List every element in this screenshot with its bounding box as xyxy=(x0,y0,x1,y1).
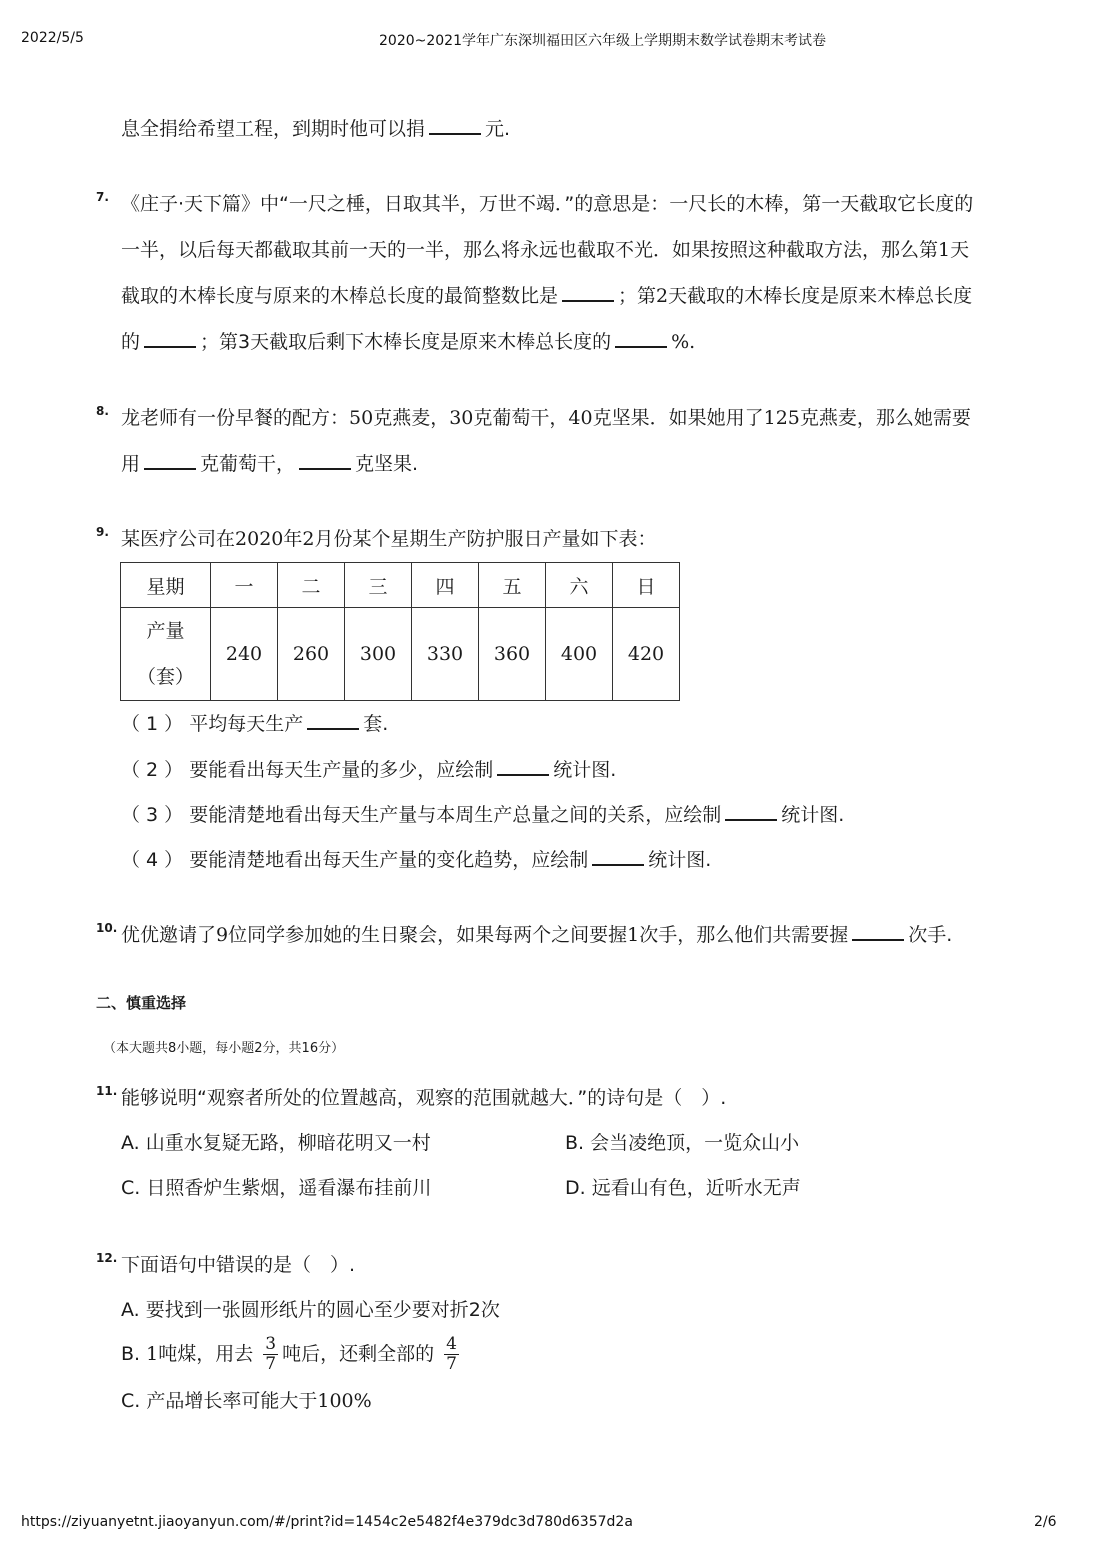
table-cell: 240 xyxy=(211,608,278,701)
q11-option-c: C. 日照香炉生紫烟，遥看瀑布挂前川 xyxy=(121,1177,432,1199)
q7-line-1 xyxy=(121,193,973,215)
table-header-cell: 日 xyxy=(613,563,680,608)
q6-continuation xyxy=(121,118,510,140)
fraction-denominator: 7 xyxy=(446,1354,457,1374)
q12-number: 100% xyxy=(317,1390,372,1412)
q9-sub-3 xyxy=(121,804,844,826)
section-title: 二、慎重选择 xyxy=(96,994,187,1012)
q9-sub-text: 统计图. xyxy=(781,804,845,826)
q9-stem xyxy=(121,528,657,550)
table-cell: 360 xyxy=(479,608,546,701)
question-number: 11. xyxy=(96,1084,118,1098)
table-cell: 300 xyxy=(345,608,412,701)
answer-blank xyxy=(497,760,549,776)
q9-sub-text: 套. xyxy=(363,713,389,735)
q7-text: %. xyxy=(671,331,696,353)
q9-sub-text: （ 3 ） 要能清楚地看出每天生产量与本周生产总量之间的关系，应绘制 xyxy=(121,804,722,826)
q11-option-a: A. 山重水复疑无路，柳暗花明又一村 xyxy=(121,1132,431,1154)
q10-number: 9 xyxy=(216,924,229,946)
table-header-cell: 四 xyxy=(412,563,479,608)
q12-text: 吨后，还剩全部的 xyxy=(282,1343,435,1365)
q6-text-end: 元. xyxy=(485,118,511,140)
document-title: 2020~2021学年广东深圳福田区六年级上学期期末数学试卷期末考试卷 xyxy=(379,33,826,49)
q8-text: 克坚果．如果她用了 xyxy=(592,407,764,429)
q8-number: 30 xyxy=(449,407,474,429)
table-header-cell: 二 xyxy=(278,563,345,608)
fraction xyxy=(444,1335,459,1374)
q7-line-2 xyxy=(121,239,969,261)
q8-text: 克坚果. xyxy=(355,453,419,475)
q9-sub-text: 统计图. xyxy=(553,759,617,781)
q7-text: 一半，以后每天都截取其前一天的一半，那么将永远也截取不光．如果按照这种截取方法，那么第 xyxy=(121,239,939,261)
q8-line-1 xyxy=(121,407,971,429)
answer-blank xyxy=(307,714,359,730)
table-cell: 420 xyxy=(613,608,680,701)
page-number: 2/6 xyxy=(1034,1514,1057,1530)
q8-text: 龙老师有一份早餐的配方： xyxy=(121,407,350,429)
question-number: 8. xyxy=(96,404,109,418)
row-label: 产量 xyxy=(146,620,185,642)
q12-text: C. 产品增长率可能大于 xyxy=(121,1390,318,1412)
question-number: 12. xyxy=(96,1251,118,1265)
table-header-cell: 六 xyxy=(546,563,613,608)
answer-blank xyxy=(725,805,777,821)
q12-text: B. xyxy=(121,1343,141,1365)
q9-sub-2 xyxy=(121,759,616,781)
q12-option-a: A. 要找到一张圆形纸片的圆心至少要对折2次 xyxy=(121,1299,500,1321)
answer-blank xyxy=(615,332,667,348)
q8-number: 40 xyxy=(568,407,593,429)
q10-text: 次手，那么他们共需要握 xyxy=(639,924,849,946)
q7-text: 的 xyxy=(121,331,141,353)
answer-blank xyxy=(429,119,481,135)
q7-text: ；第3天截取后剩下木棒长度是原来木棒总长度的 xyxy=(200,331,612,353)
q9-text: 某医疗公司在 xyxy=(121,528,236,550)
table-row xyxy=(121,563,680,608)
q9-sub-text: （ 4 ） 要能清楚地看出每天生产量的变化趋势，应绘制 xyxy=(121,849,589,871)
q7-number: 1 xyxy=(938,239,951,261)
q6-text: 息全捐给希望工程，到期时他可以捐 xyxy=(121,118,426,140)
table-row xyxy=(121,608,680,701)
table-header-cell xyxy=(121,608,211,701)
section-note: （本大题共8小题，每小题2分，共16分） xyxy=(103,1041,345,1056)
q9-text: 年 xyxy=(283,528,303,550)
q8-number: 125 xyxy=(763,407,800,429)
q10-text: 优优邀请了 xyxy=(121,924,217,946)
table-header-cell: 星期 xyxy=(121,563,211,608)
q9-text: 月份某个星期生产防护服日产量如下表： xyxy=(314,528,657,550)
table-cell: 330 xyxy=(412,608,479,701)
table-cell: 400 xyxy=(546,608,613,701)
q8-text: 克燕麦，那么她需要 xyxy=(799,407,971,429)
answer-blank xyxy=(852,925,904,941)
fraction-numerator: 3 xyxy=(265,1334,277,1354)
fraction xyxy=(263,1335,278,1374)
table-header-cell: 五 xyxy=(479,563,546,608)
q7-text: 天 xyxy=(950,239,970,261)
production-table xyxy=(120,562,680,701)
q12-number: 1 xyxy=(146,1343,159,1365)
q7-text: 天截取的木棒长度是原来木棒总长度 xyxy=(668,285,973,307)
q8-text: 克葡萄干， xyxy=(200,453,296,475)
answer-blank xyxy=(562,286,614,302)
q12-option-b xyxy=(121,1331,463,1377)
answer-blank xyxy=(144,332,196,348)
row-label-unit: （套） xyxy=(136,666,194,688)
table-header-cell: 一 xyxy=(211,563,278,608)
q9-sub-text: （ 1 ） 平均每天生产 xyxy=(121,713,304,735)
q12-text: 吨煤，用去 xyxy=(158,1343,254,1365)
q11-option-b: B. 会当凌绝顶，一览众山小 xyxy=(565,1132,800,1154)
q11-option-d: D. 远看山有色，近听水无声 xyxy=(565,1177,801,1199)
q7-text: ；第 xyxy=(618,285,657,307)
q8-text: 用 xyxy=(121,453,141,475)
answer-blank xyxy=(592,850,644,866)
q7-line-4 xyxy=(121,331,695,353)
answer-blank xyxy=(299,454,351,470)
print-date: 2022/5/5 xyxy=(21,30,84,46)
q10-number: 1 xyxy=(627,924,640,946)
q8-number: 50 xyxy=(349,407,374,429)
q7-number: 2 xyxy=(656,285,669,307)
question-number: 10. xyxy=(96,921,118,935)
q9-sub-text: 统计图. xyxy=(648,849,712,871)
fraction-denominator: 7 xyxy=(265,1354,277,1374)
q12-option-c xyxy=(121,1390,372,1412)
q7-text: 《庄子·天下篇》中“一尺之棰，日取其半，万世不竭．”的意思是：一尺长的木棒，第一天截取它长度的 xyxy=(121,193,974,215)
q9-sub-4 xyxy=(121,849,711,871)
question-number: 9. xyxy=(96,525,109,539)
q8-text: 克葡萄干， xyxy=(473,407,569,429)
q9-sub-text: （ 2 ） 要能看出每天生产量的多少，应绘制 xyxy=(121,759,494,781)
question-number: 7. xyxy=(96,190,109,204)
q7-text: 截取的木棒长度与原来的木棒总长度的最简整数比是 xyxy=(121,285,559,307)
q12-stem: 下面语句中错误的是（ ）. xyxy=(121,1254,356,1276)
q10-text: 位同学参加她的生日聚会，如果每两个之间要握 xyxy=(228,924,628,946)
table-header-cell: 三 xyxy=(345,563,412,608)
q10-text: 次手. xyxy=(908,924,953,946)
q11-stem: 能够说明“观察者所处的位置越高，观察的范围就越大．”的诗句是（ ）. xyxy=(121,1087,727,1109)
fraction-numerator: 4 xyxy=(446,1334,457,1354)
source-url[interactable]: https://ziyuanyetnt.jiaoyanyun.com/#/print?id=1454c2e5482f4e379dc3d780d6357d2a xyxy=(21,1514,633,1530)
q8-line-2 xyxy=(121,453,418,475)
q9-sub-1 xyxy=(121,713,388,735)
q9-number: 2020 xyxy=(235,528,284,550)
q10-stem xyxy=(121,924,952,946)
q8-text: 克燕麦， xyxy=(373,407,450,429)
q9-number: 2 xyxy=(302,528,315,550)
q7-line-3 xyxy=(121,285,972,307)
answer-blank xyxy=(144,454,196,470)
table-cell: 260 xyxy=(278,608,345,701)
